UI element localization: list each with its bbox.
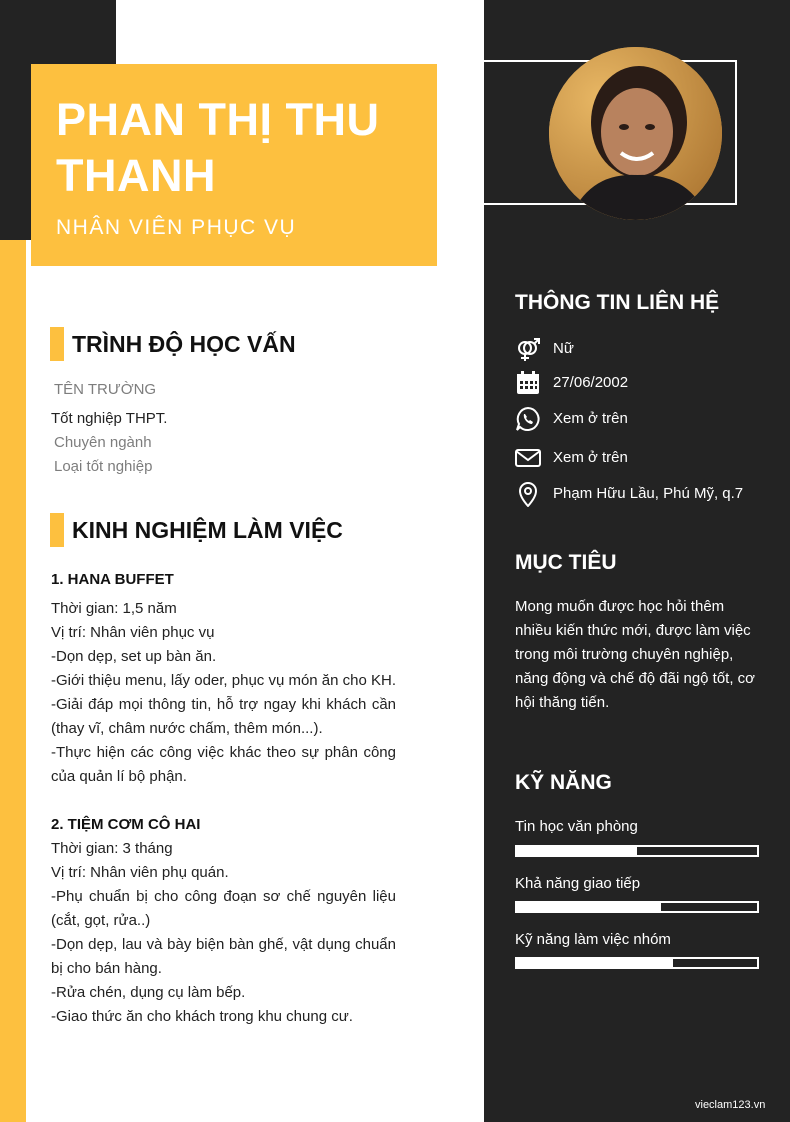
contact-gender — [515, 336, 765, 364]
skill-label: Tin học văn phòng — [515, 818, 638, 835]
skill-bar — [515, 845, 759, 857]
skill-label: Kỹ năng làm việc nhóm — [515, 931, 671, 948]
job-2-line: Thời gian: 3 tháng — [51, 840, 173, 857]
job-1-line: Vị trí: Nhân viên phục vụ — [51, 624, 215, 641]
calendar-icon — [515, 370, 541, 396]
goal-title: MỤC TIÊU — [515, 551, 617, 574]
job-1-line: -Dọn dẹp, set up bàn ăn. — [51, 648, 217, 665]
job-2-line: Vị trí: Nhân viên phụ quán. — [51, 864, 229, 881]
job-1-line: -Giới thiệu menu, lấy oder, phục vụ món ăn cho KH. — [51, 672, 397, 689]
job-1-line: -Giải đáp mọi thông tin, hỗ trợ ngay khi khách cần (thay vĩ, châm nước chấm, thêm món...). — [51, 696, 396, 737]
birthday-value: 27/06/2002 — [553, 374, 629, 391]
contact-phone — [515, 406, 765, 434]
job-1-name: 1. HANA BUFFET — [51, 571, 174, 588]
gender-icon — [515, 336, 541, 362]
gender-value: Nữ — [553, 340, 574, 357]
left-accent-strip — [0, 240, 26, 1122]
job-2-line: -Giao thức ăn cho khách trong khu chung cư. — [51, 1008, 353, 1025]
education-title: TRÌNH ĐỘ HỌC VẤN — [72, 331, 296, 357]
job-2-line: -Dọn dẹp, lau và bày biện bàn ghế, vật dụng chuẩn bị cho bán hàng. — [51, 936, 396, 977]
phone-value: Xem ở trên — [553, 410, 628, 427]
job-2-name: 2. TIỆM CƠM CÔ HAI — [51, 816, 201, 833]
profile-photo — [549, 47, 722, 220]
education-marker — [50, 327, 64, 361]
footer-brand: vieclam123.vn — [695, 1099, 766, 1111]
goal-text: Mong muốn được học hỏi thêm nhiều kiến thức mới, được làm việc trong môi trường chuyên nghiệp, năng động và chế độ đãi ngộ tốt, cơ hội thăng tiến. — [515, 598, 756, 711]
job-2-line: -Rửa chén, dụng cụ làm bếp. — [51, 984, 246, 1001]
experience-marker — [50, 513, 64, 547]
contact-email — [515, 445, 765, 473]
experience-title: KINH NGHIỆM LÀM VIỆC — [72, 517, 343, 543]
location-pin-icon — [515, 481, 541, 507]
email-icon — [515, 445, 541, 471]
skill-fill — [517, 903, 661, 911]
contact-title: THÔNG TIN LIÊN HỆ — [515, 291, 720, 314]
job-2-line: -Phụ chuẩn bị cho công đoạn sơ chế nguyên liệu (cắt, gọt, rửa..) — [51, 888, 396, 929]
candidate-name — [56, 92, 426, 204]
contact-address — [515, 481, 765, 509]
name-line-1: PHAN THỊ THU — [56, 94, 380, 145]
email-value: Xem ở trên — [553, 449, 628, 466]
school-value: Tốt nghiệp THPT. — [51, 410, 168, 427]
skill-bar — [515, 901, 759, 913]
job-1-line: -Thực hiện các công việc khác theo sự phân công của quản lí bộ phận. — [51, 744, 396, 785]
job-2-details — [51, 837, 396, 1029]
whatsapp-icon — [515, 406, 541, 432]
skill-label: Khả năng giao tiếp — [515, 875, 641, 892]
name-line-2: THANH — [56, 150, 216, 201]
skill-fill — [517, 959, 673, 967]
skill-bar — [515, 957, 759, 969]
job-1-line: Thời gian: 1,5 năm — [51, 600, 177, 617]
contact-birthday — [515, 370, 765, 398]
address-value: Phạm Hữu Lầu, Phú Mỹ, q.7 — [553, 485, 744, 502]
job-1-details — [51, 597, 396, 789]
school-label: TÊN TRƯỜNG — [54, 381, 157, 398]
skill-fill — [517, 847, 637, 855]
skills-title: KỸ NĂNG — [515, 771, 612, 794]
major-label: Chuyên ngành — [54, 434, 152, 451]
grade-label: Loại tốt nghiệp — [54, 458, 153, 475]
job-title: NHÂN VIÊN PHỤC VỤ — [56, 216, 297, 239]
